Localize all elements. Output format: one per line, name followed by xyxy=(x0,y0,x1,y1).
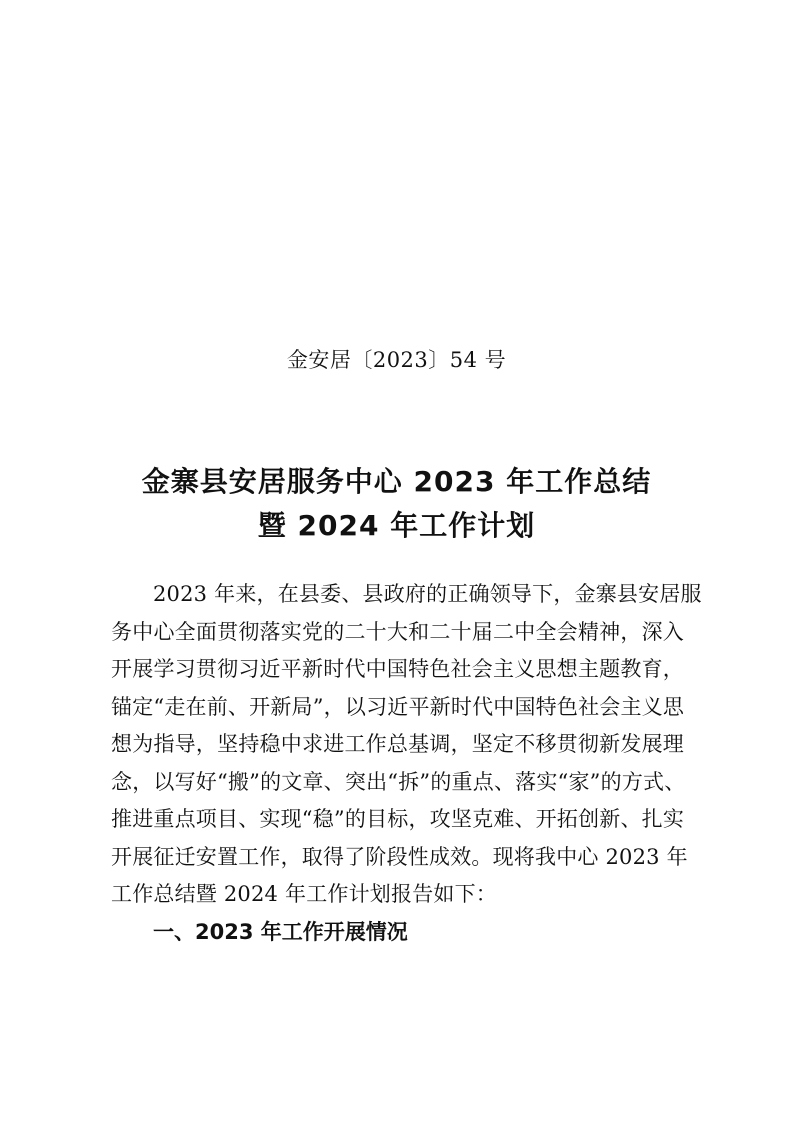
document-body xyxy=(111,576,702,951)
paragraph-line: 念，以写好“搬”的文章、突出“拆”的重点、落实“家”的方式、 xyxy=(111,769,686,794)
paragraph-line: 想为指导，坚持稳中求进工作总基调，坚定不移贯彻新发展理 xyxy=(111,732,684,756)
paragraph-line: 开展征迁安置工作，取得了阶段性成效。现将我中心 2023 年 xyxy=(111,844,688,869)
intro-paragraph xyxy=(111,576,702,914)
paragraph-line: 锚定“走在前、开新局”，以习近平新时代中国特色社会主义思 xyxy=(111,694,685,719)
paragraph-line: 工作总结暨 2024 年工作计划报告如下： xyxy=(111,882,497,906)
paragraph-line: 推进重点项目、实现“稳”的目标，攻坚克难、开拓创新、扎实 xyxy=(111,807,685,831)
section-heading: 一、2023 年工作开展情况 xyxy=(153,919,408,944)
document-title xyxy=(0,460,793,548)
title-line-2: 暨 2024 年工作计划 xyxy=(257,509,536,542)
paragraph-line: 务中心全面贯彻落实党的二十大和二十届二中全会精神，深入 xyxy=(111,619,684,644)
paragraph-line: 开展学习贯彻习近平新时代中国特色社会主义思想主题教育， xyxy=(111,657,684,681)
title-line-1: 金寨县安居服务中心 2023 年工作总结 xyxy=(141,465,652,498)
paragraph-line: 2023 年来，在县委、县政府的正确领导下，金寨县安居服 xyxy=(153,582,702,606)
document-number: 金安居〔2023〕54 号 xyxy=(286,348,507,372)
